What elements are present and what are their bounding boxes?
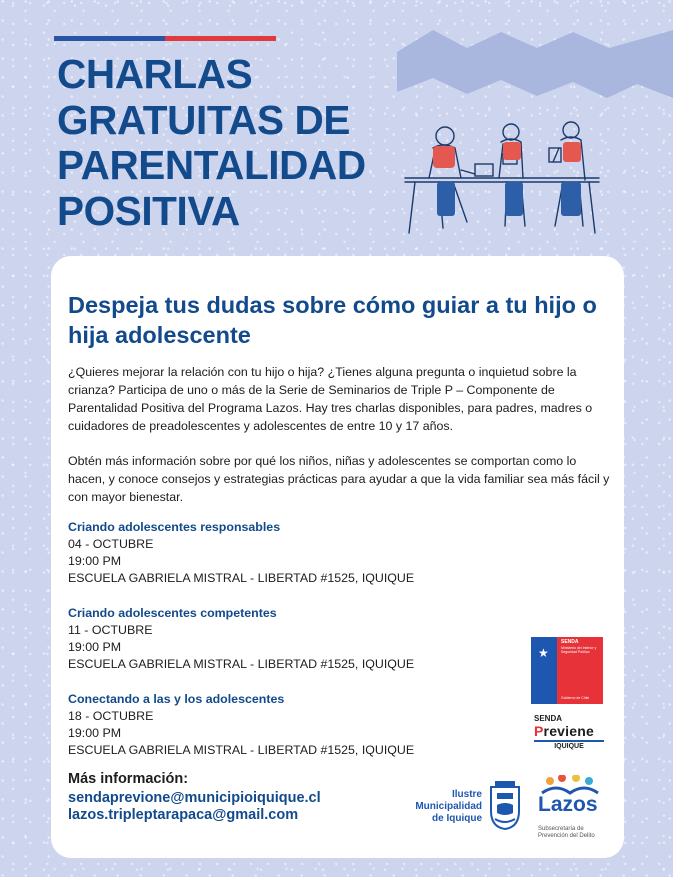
senda-previene-word: Previene (534, 723, 594, 739)
event-date: 18 - OCTUBRE (68, 709, 154, 723)
senda-previene-rule (534, 740, 604, 742)
family-studying-illustration (403, 118, 603, 238)
lazos-subtitle: Subsecretaría de Prevención del Delito (538, 826, 595, 839)
email-lazos-link[interactable]: lazos.tripleptarapaca@gmail.com (68, 807, 299, 823)
muni-line-1: Ilustre (451, 789, 482, 800)
event-title: Criando adolescentes competentes (68, 606, 277, 620)
title-line-4: POSITIVA (57, 187, 240, 234)
title-line-2: GRATUITAS DE (57, 96, 350, 143)
poster-title (57, 52, 417, 234)
email-senda-link[interactable]: sendaprevione@municipioiquique.cl (68, 790, 321, 806)
flag-bar-blue (54, 36, 165, 41)
event-item (68, 691, 528, 759)
muni-line-2: Municipalidad (415, 801, 482, 812)
flag-bar-red (165, 36, 276, 41)
senda-previene-city: IQUIQUE (554, 743, 584, 750)
intro-paragraph: ¿Quieres mejorar la relación con tu hijo o hija? ¿Tienes alguna pregunta o inquietud sobre la crianza? Participa de uno o más de la Serie de Seminarios de Triple P – Componente de Parentalidad Positiva del Programa Lazos. Hay tres charlas disponibles, para padres, madres o cuidadores de preadolescentes y adolescentes de entre 10 y 17 años. (68, 365, 593, 433)
muni-line-3: de Iquique (432, 813, 482, 824)
senda-previene-logo (534, 714, 606, 756)
iquique-crest-icon (489, 779, 521, 831)
title-line-3: PARENTALIDAD (57, 142, 366, 188)
more-info-label: Más información: (68, 771, 189, 787)
event-place: ESCUELA GABRIELA MISTRAL - LIBERTAD #1525, IQUIQUE (68, 743, 415, 757)
event-item (68, 519, 528, 587)
senda-logo (531, 637, 603, 704)
subtitle: Despeja tus dudas sobre cómo guiar a tu hijo o hija adolescente (68, 292, 597, 348)
senda-previene-top: SENDA (534, 714, 563, 723)
event-date: 04 - OCTUBRE (68, 537, 154, 551)
event-title: Criando adolescentes responsables (68, 520, 281, 534)
title-line-1: CHARLAS (57, 51, 253, 97)
event-item (68, 605, 528, 673)
chile-crest-icon: ★ (538, 646, 549, 660)
zigzag-decoration (397, 30, 673, 100)
flag-color-bar (54, 36, 276, 41)
senda-government: Gobierno de Chile (561, 696, 590, 700)
senda-ministry: Ministerio del Interior y Seguridad Pública (561, 646, 597, 654)
event-place: ESCUELA GABRIELA MISTRAL - LIBERTAD #1525, IQUIQUE (68, 657, 415, 671)
lazos-logo (536, 775, 606, 839)
info-paragraph: Obtén más información sobre por qué los niños, niñas y adolescentes se comportan como lo hacen, y conoce consejos y estrategias prácticas para ayudar a que la vida familiar sea más fácil y con mayor bienestar. (68, 454, 610, 504)
event-title: Conectando a las y los adolescentes (68, 692, 285, 706)
event-time: 19:00 PM (68, 554, 122, 568)
event-date: 11 - OCTUBRE (68, 623, 153, 637)
event-place: ESCUELA GABRIELA MISTRAL - LIBERTAD #1525, IQUIQUE (68, 571, 415, 585)
event-time: 19:00 PM (68, 726, 122, 740)
municipalidad-name (412, 789, 482, 825)
lazos-word: Lazos (538, 793, 598, 816)
senda-name: SENDA (561, 639, 579, 645)
event-time: 19:00 PM (68, 640, 122, 654)
